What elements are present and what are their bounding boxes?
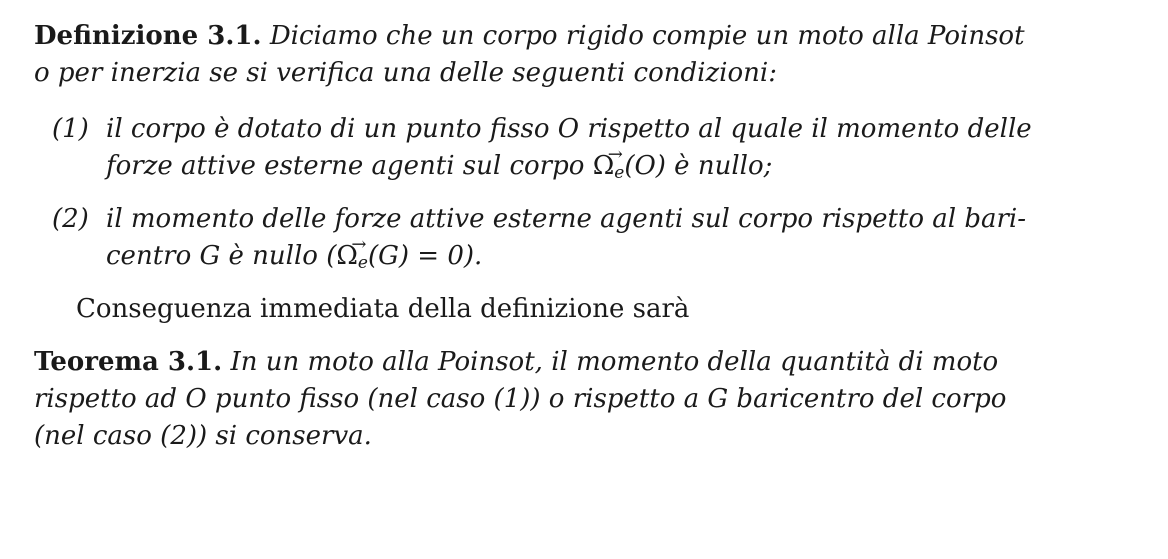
condition-number: (1) xyxy=(52,114,89,144)
definition-line-2: o per inerzia se si verifica una delle seguenti condizioni: xyxy=(34,58,777,88)
condition-number: (2) xyxy=(52,204,89,234)
math-argument: (G) = 0 xyxy=(367,241,464,271)
condition-line-1: il momento delle forze attive esterne agenti sul corpo rispetto al bari- xyxy=(106,204,1027,234)
theorem-line-3: (nel caso (2)) si conserva. xyxy=(34,421,372,451)
definition-block xyxy=(34,18,1025,92)
theorem-line-1 xyxy=(34,344,1014,381)
theorem-line-2: rispetto ad O punto fisso (nel caso (1)) o rispetto a G baricentro del corpo xyxy=(34,384,1007,414)
math-argument: (O) xyxy=(624,151,666,181)
definition-label: Definizione 3.1. xyxy=(34,21,262,51)
vector-arrow-icon: → xyxy=(607,144,623,165)
omega-vector xyxy=(336,234,367,275)
condition-text-after: ). xyxy=(463,241,483,271)
theorem-label: Teorema 3.1. xyxy=(34,347,223,377)
omega-symbol: Ω xyxy=(336,241,358,271)
vector-arrow-icon: → xyxy=(351,234,367,255)
definition-text-1: Diciamo che un corpo rigido compie un moto alla Poinsot xyxy=(269,21,1025,51)
omega-vector xyxy=(592,144,623,185)
theorem-block xyxy=(34,344,1014,455)
condition-line-2 xyxy=(34,144,1014,185)
condition-item-1 xyxy=(34,111,1032,185)
definition-line-1 xyxy=(34,18,1025,55)
condition-text-after: è nullo; xyxy=(665,151,773,181)
omega-symbol: Ω xyxy=(592,151,615,181)
document-page xyxy=(34,18,1032,455)
theorem-text-1: In un moto alla Poinsot, il momento della quantità di moto xyxy=(230,347,999,377)
condition-text-before: forze attive esterne agenti sul corpo xyxy=(106,151,593,181)
omega-subscript: e xyxy=(357,253,368,273)
condition-line-2 xyxy=(34,234,1014,275)
condition-text-before: centro G è nullo ( xyxy=(106,241,337,271)
condition-item-2 xyxy=(34,201,1027,275)
condition-line-1: il corpo è dotato di un punto fisso O rispetto al quale il momento delle xyxy=(106,114,1032,144)
omega-subscript: e xyxy=(614,163,625,183)
consequence-paragraph: Conseguenza immediata della definizione sarà xyxy=(76,294,690,324)
